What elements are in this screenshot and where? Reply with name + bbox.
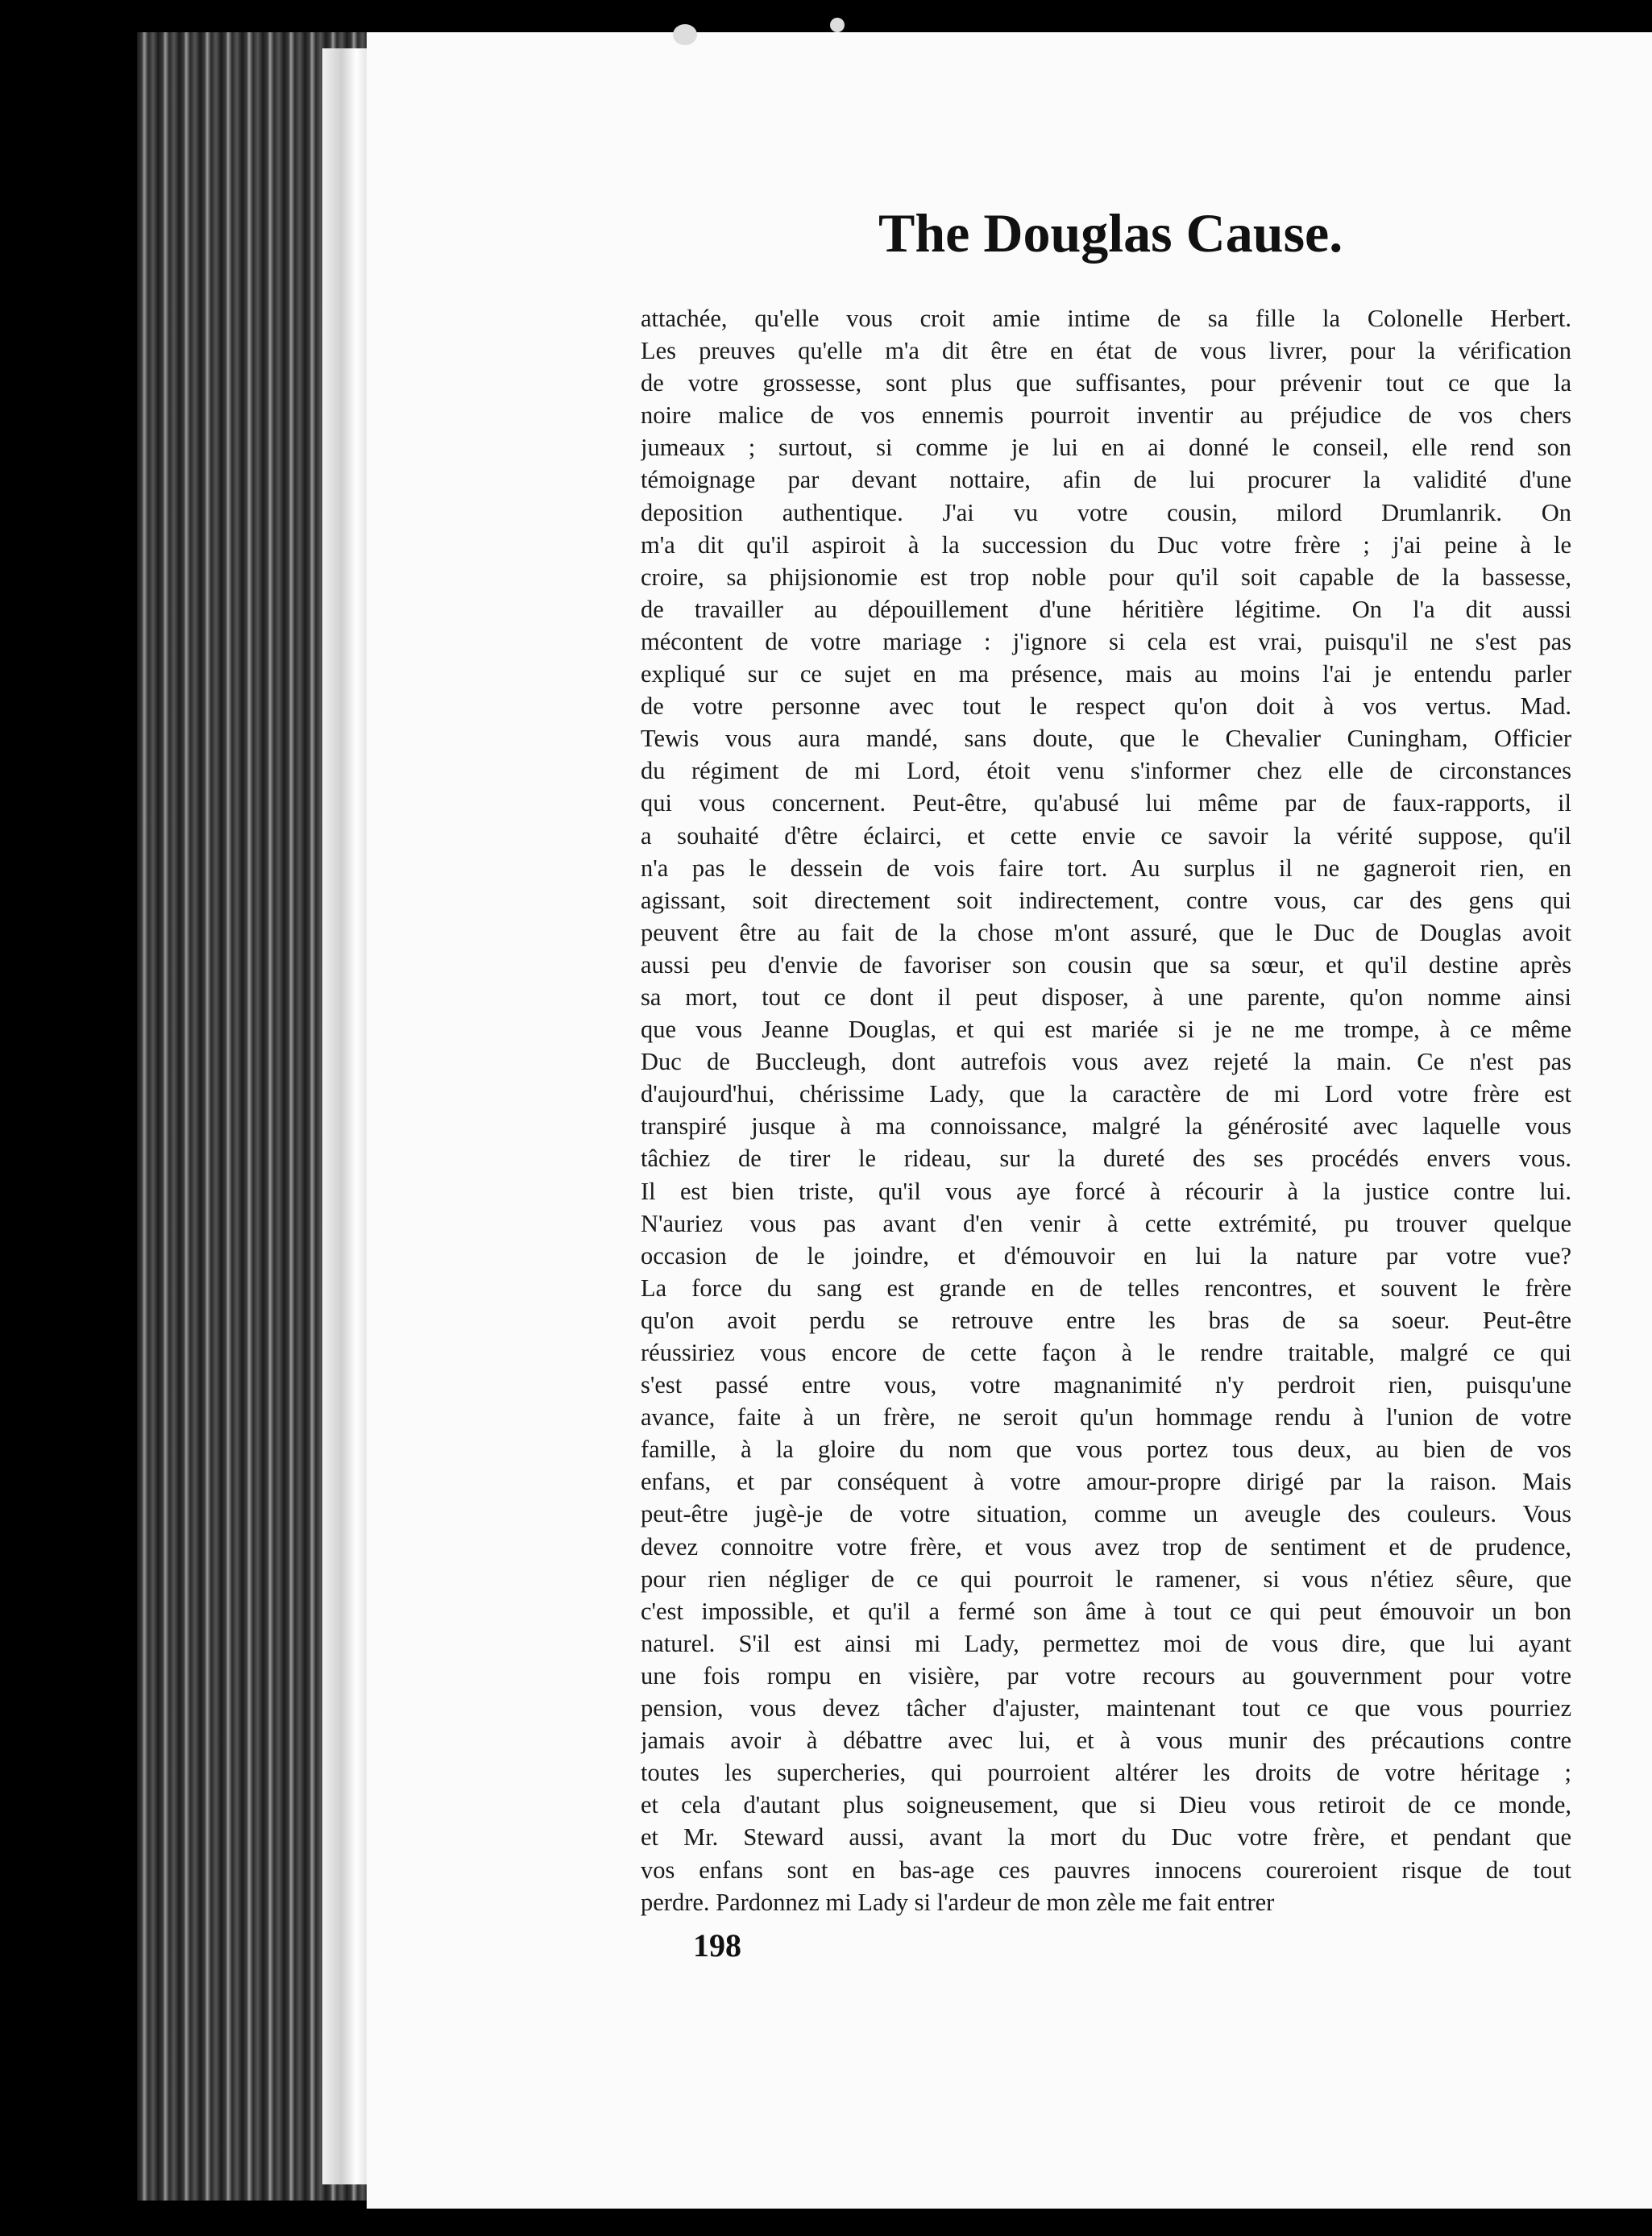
body-text bbox=[641, 302, 1571, 1931]
text-line: m'a dit qu'il aspiroit à la succession du Duc votre frère ; j'ai peine à le bbox=[641, 530, 1571, 559]
text-line: Les preuves qu'elle m'a dit être en état de vous livrer, pour la vérification bbox=[641, 337, 1571, 365]
text-line: témoignage par devant nottaire, afin de lui procurer la validité d'une bbox=[641, 466, 1571, 494]
page-number: 198 bbox=[693, 1927, 741, 1964]
text-line: et Mr. Steward aussi, avant la mort du Duc votre frère, et pendant que bbox=[641, 1823, 1571, 1852]
text-line: agissant, soit directement soit indirectement, contre vous, car des gens qui bbox=[641, 886, 1571, 914]
text-line: perdre. Pardonnez mi Lady si l'ardeur de mon zèle me fait entrer bbox=[641, 1888, 1275, 1916]
text-line: de travailler au dépouillement d'une héritière légitime. On l'a dit aussi bbox=[641, 595, 1571, 623]
text-line: attachée, qu'elle vous croit amie intime de sa fille la Colonelle Herbert. bbox=[641, 305, 1571, 332]
text-line: réussiriez vous encore de cette façon à le rendre traitable, malgré ce qui bbox=[641, 1339, 1571, 1366]
text-line: et cela d'autant plus soigneusement, que si Dieu vous retiroit de ce monde, bbox=[641, 1791, 1571, 1819]
text-line: toutes les supercheries, qui pourroient altérer les droits de votre héritage ; bbox=[641, 1759, 1571, 1787]
text-line: de votre personne avec tout le respect qu'on doit à vos vertus. Mad. bbox=[641, 692, 1571, 721]
text-line: peuvent être au fait de la chose m'ont assuré, que le Duc de Douglas avoit bbox=[641, 918, 1571, 946]
text-line: peut-être jugè-je de votre situation, comme un aveugle des couleurs. Vous bbox=[641, 1500, 1571, 1528]
text-line: qui vous concernent. Peut-être, qu'abusé lui même par de faux-rapports, il bbox=[641, 789, 1571, 817]
text-line: a souhaité d'être éclairci, et cette envie ce savoir la vérité suppose, qu'il bbox=[641, 821, 1571, 850]
text-line: occasion de le joindre, et d'émouvoir en lui la nature par votre vue? bbox=[641, 1241, 1571, 1270]
text-line: sa mort, tout ce dont il peut disposer, à une parente, qu'on nomme ainsi bbox=[641, 983, 1571, 1011]
text-line: aussi peu d'envie de favoriser son cousin que sa sœur, et qu'il destine après bbox=[641, 950, 1571, 979]
text-line: devez connoitre votre frère, et vous avez trop de sentiment et de prudence, bbox=[641, 1532, 1571, 1561]
scan-speck bbox=[830, 18, 845, 32]
text-line: de votre grossesse, sont plus que suffisantes, pour prévenir tout ce que la bbox=[641, 369, 1571, 397]
text-line: Il est bien triste, qu'il vous aye forcé à récourir à la justice contre lui. bbox=[641, 1177, 1571, 1205]
text-line: noire malice de vos ennemis pourroit inventir au préjudice de vos chers bbox=[641, 401, 1571, 430]
text-line: naturel. S'il est ainsi mi Lady, permettez moi de vous dire, que lui ayant bbox=[641, 1629, 1571, 1657]
text-line: s'est passé entre vous, votre magnanimité n'y perdroit rien, puisqu'une bbox=[641, 1371, 1571, 1399]
text-line: jumeaux ; surtout, si comme je lui en ai donné le conseil, elle rend son bbox=[641, 434, 1571, 462]
running-title: The Douglas Cause. bbox=[878, 202, 1343, 264]
text-line: qu'on avoit perdu se retrouve entre les bras de sa soeur. Peut-être bbox=[641, 1306, 1571, 1334]
text-line: du régiment de mi Lord, étoit venu s'informer chez elle de circonstances bbox=[641, 757, 1571, 785]
text-line: vos enfans sont en bas-age ces pauvres innocens coureroient risque de tout bbox=[641, 1856, 1571, 1884]
text-line: expliqué sur ce sujet en ma présence, mais au moins l'ai je entendu parler bbox=[641, 660, 1571, 688]
text-line: Tewis vous aura mandé, sans doute, que le Chevalier Cuningham, Officier bbox=[641, 725, 1571, 753]
text-line: mécontent de votre mariage : j'ignore si cela est vrai, puisqu'il ne s'est pas bbox=[641, 627, 1571, 655]
text-line: deposition authentique. J'ai vu votre cousin, milord Drumlanrik. On bbox=[641, 498, 1571, 526]
text-line: famille, à la gloire du nom que vous portez tous deux, au bien de vos bbox=[641, 1436, 1571, 1464]
text-line: La force du sang est grande en de telles rencontres, et souvent le frère bbox=[641, 1274, 1571, 1302]
text-line: n'a pas le dessein de vois faire tort. Au surplus il ne gagneroit rien, en bbox=[641, 854, 1571, 882]
text-line: pension, vous devez tâcher d'ajuster, maintenant tout ce que vous pourriez bbox=[641, 1694, 1571, 1723]
text-line: avance, faite à un frère, ne seroit qu'un hommage rendu à l'union de votre bbox=[641, 1403, 1571, 1432]
text-line: jamais avoir à débattre avec lui, et à vous munir des précautions contre bbox=[641, 1727, 1571, 1755]
text-line: croire, sa phijsionomie est trop noble pour qu'il soit capable de la bassesse, bbox=[641, 563, 1571, 591]
text-line: d'aujourd'hui, chérissime Lady, que la caractère de mi Lord votre frère est bbox=[641, 1080, 1571, 1108]
text-line: c'est impossible, et qu'il a fermé son âme à tout ce qui peut émouvoir un bon bbox=[641, 1597, 1571, 1625]
text-line: une fois rompu en visière, par votre recours au gouvernment pour votre bbox=[641, 1661, 1571, 1689]
text-line: Duc de Buccleugh, dont autrefois vous avez rejeté la main. Ce n'est pas bbox=[641, 1048, 1571, 1076]
text-line: pour rien négliger de ce qui pourroit le ramener, si vous n'étiez sêure, que bbox=[641, 1565, 1571, 1593]
text-line: tâchiez de tirer le rideau, sur la dureté des ses procédés envers vous. bbox=[641, 1145, 1571, 1173]
text-line: enfans, et par conséquent à votre amour-propre dirigé par la raison. Mais bbox=[641, 1468, 1571, 1496]
page-stack-edge bbox=[322, 48, 371, 2184]
text-line: N'auriez vous pas avant d'en venir à cette extrémité, pu trouver quelque bbox=[641, 1209, 1571, 1237]
scan-speck bbox=[673, 24, 697, 45]
text-line: transpiré jusque à ma connoissance, malgré la générosité avec laquelle vous bbox=[641, 1112, 1571, 1141]
text-line: que vous Jeanne Douglas, et qui est mariée si je ne me trompe, à ce même bbox=[641, 1016, 1571, 1044]
